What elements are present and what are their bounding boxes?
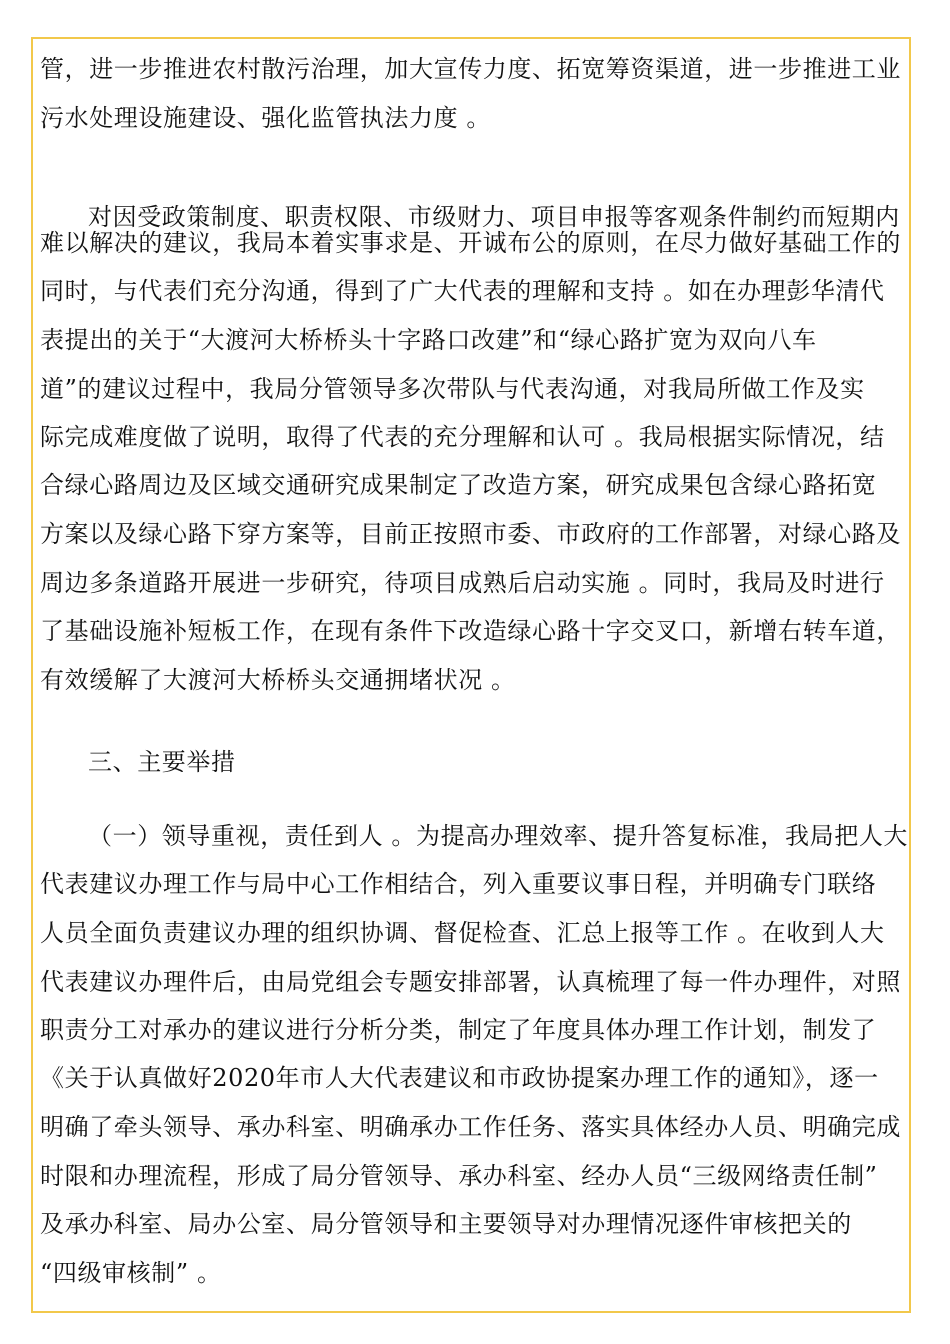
text-line: 道”的建议过程中，我局分管领导多次带队与代表沟通，对我局所做工作及实 bbox=[40, 375, 865, 403]
text-line: 及承办科室、局办公室、局分管领导和主要领导对办理情况逐件审核把关的 bbox=[40, 1210, 852, 1238]
text-line: 有效缓解了大渡河大桥桥头交通拥堵状况 。 bbox=[40, 666, 516, 694]
text-line: 污水处理设施建设、强化监管执法力度 。 bbox=[40, 104, 492, 132]
text-line: 了基础设施补短板工作，在现有条件下改造绿心路十字交叉口，新增右转车道， bbox=[40, 617, 901, 645]
text-line: 代表建议办理工作与局中心工作相结合，列入重要议事日程，并明确专门联络 bbox=[40, 870, 877, 898]
text-line: 明确了牵头领导、承办科室、明确承办工作任务、落实具体经办人员、明确完成 bbox=[40, 1113, 901, 1141]
text-line: 难以解决的建议，我局本着实事求是、开诚布公的原则，在尽力做好基础工作的 bbox=[40, 229, 901, 257]
text-line: 表提出的关于“大渡河大桥桥头十字路口改建”和“绿心路扩宽为双向八车 bbox=[40, 326, 817, 354]
paragraph-first-line: （一）领导重视，责任到人 。为提高办理效率、提升答复标准，我局把人大 bbox=[88, 822, 909, 850]
section-heading: 三、主要举措 bbox=[88, 748, 236, 776]
text-line: 合绿心路周边及区域交通研究成果制定了改造方案，研究成果包含绿心路拓宽 bbox=[40, 471, 877, 499]
text-line: 方案以及绿心路下穿方案等，目前正按照市委、市政府的工作部署，对绿心路及 bbox=[40, 520, 901, 548]
text-line: 时限和办理流程，形成了局分管领导、承办科室、经办人员“三级网络责任制” bbox=[40, 1162, 878, 1190]
paragraph-first-line: 对因受政策制度、职责权限、市级财力、项目申报等客观条件制约而短期内 bbox=[88, 203, 900, 231]
text-line: 际完成难度做了说明，取得了代表的充分理解和认可 。我局根据实际情况，结 bbox=[40, 423, 885, 451]
text-line: 职责分工对承办的建议进行分析分类，制定了年度具体办理工作计划，制发了 bbox=[40, 1016, 877, 1044]
text-line: 人员全面负责建议办理的组织协调、督促检查、汇总上报等工作 。在收到人大 bbox=[40, 919, 885, 947]
text-line: 《关于认真做好2020年市人大代表建议和市政协提案办理工作的通知》，逐一 bbox=[40, 1064, 879, 1092]
text-line: 同时，与代表们充分沟通，得到了广大代表的理解和支持 。如在办理彭华清代 bbox=[40, 277, 885, 305]
text-line: 周边多条道路开展进一步研究，待项目成熟后启动实施 。同时，我局及时进行 bbox=[40, 569, 885, 597]
text-line: 代表建议办理件后，由局党组会专题安排部署，认真梳理了每一件办理件，对照 bbox=[40, 968, 901, 996]
text-line: “四级审核制” 。 bbox=[40, 1259, 222, 1287]
text-line: 管，进一步推进农村散污治理，加大宣传力度、拓宽筹资渠道，进一步推进工业 bbox=[40, 55, 901, 83]
